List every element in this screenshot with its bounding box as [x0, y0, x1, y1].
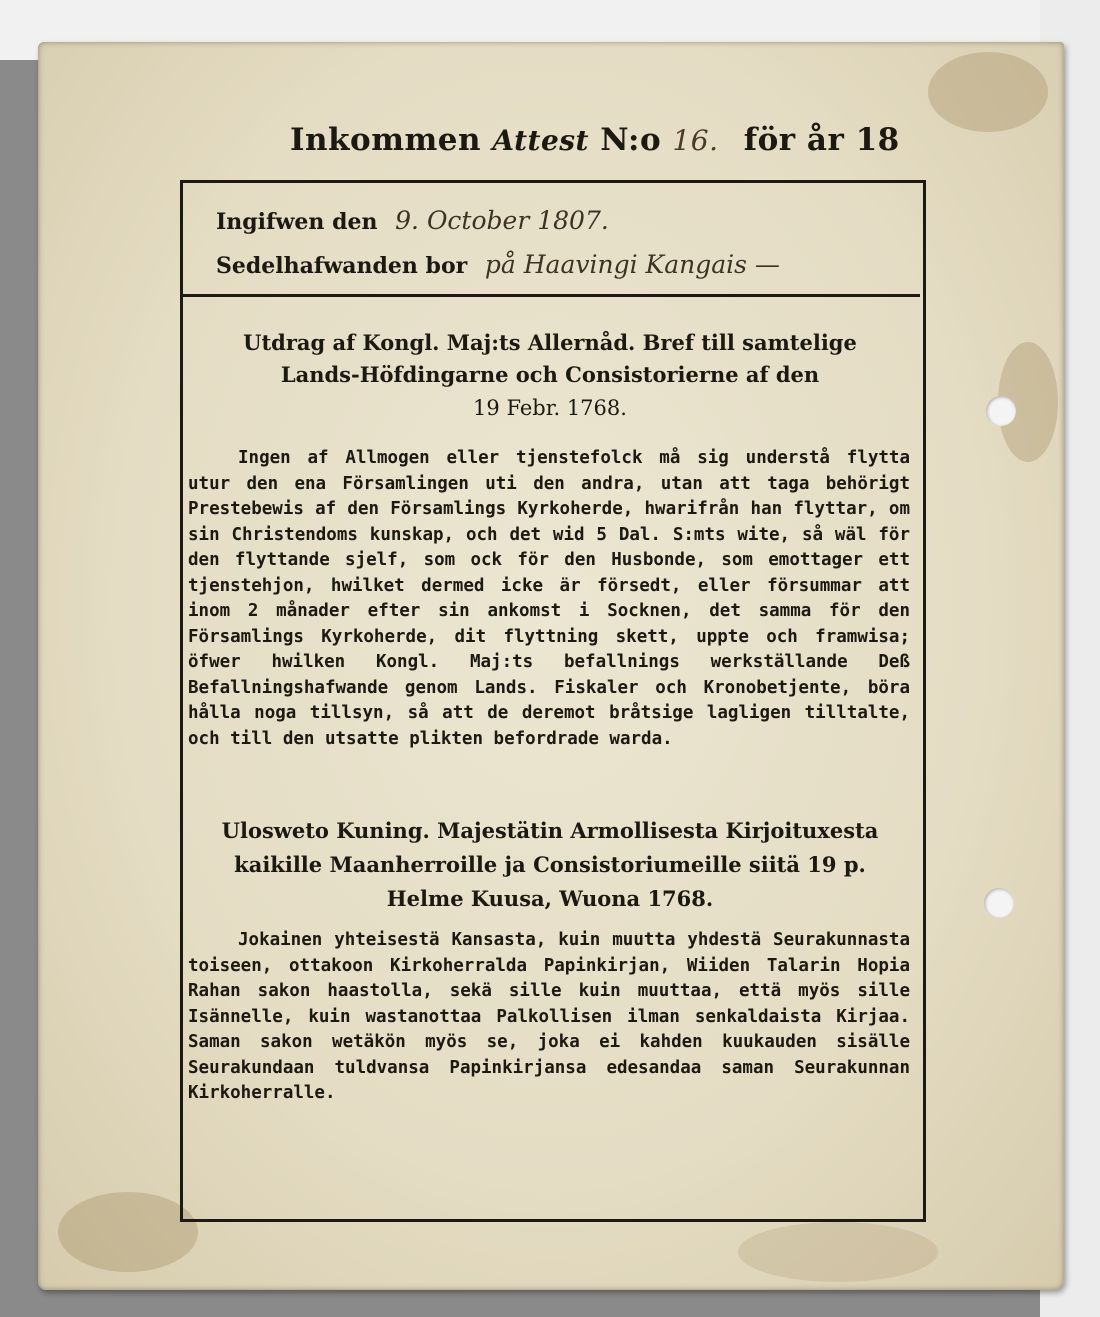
finnish-title-line-2: kaikille Maanherroille ja Consistoriumeille siitä 19 p. — [234, 852, 866, 877]
submitted-label: Ingifwen den — [216, 209, 378, 235]
resident-value: på Haavingi Kangais — — [484, 250, 780, 279]
swedish-title-line-1: Utdrag af Kongl. Maj:ts Allernåd. Bref till samtelige — [243, 330, 857, 355]
submitted-date-row — [216, 206, 609, 235]
header-attest: Attest — [492, 124, 589, 157]
finnish-title-line-1: Ulosweto Kuning. Majestätin Armollisesta Kirjoituxesta — [221, 818, 879, 843]
finnish-title-line-3: Helme Kuusa, Wuona 1768. — [386, 886, 714, 911]
finnish-body: Jokainen yhteisestä Kansasta, kuin muutta yhdestä Seurakunnasta toiseen, ottakoon Kirkoherralda Papinkirjan, Wiiden Talarin Hopia Rahan sakon haastolla, sekä sille kuin muuttaa, että myös sille Isännelle, kuin wastanottaa Palkollisen ilman senkaldaista Kirjaa. Saman sakon wetäkön myös se, joka ei kahden kuukauden sisälle Seurakundaan tuldvansa Papinkirjansa edesandaa saman Seurakunnan Kirkoherralle. — [188, 930, 910, 1103]
resident-row — [216, 250, 780, 279]
header-prefix: Inkommen — [290, 122, 482, 158]
resident-label: Sedelhafwanden bor — [216, 253, 468, 279]
header-number-handwritten: 16. — [672, 124, 719, 157]
punch-hole-bottom — [984, 888, 1014, 918]
form-divider — [180, 294, 920, 297]
punch-hole-top — [986, 396, 1016, 426]
swedish-body: Ingen af Allmogen eller tjenstefolck må sig understå flytta utur den ena Församlingen uti den andra, utan att taga behörigt Prestebewis af den Församlings Kyrkoherde, hwarifrån han flyttar, om sin Christendoms kunskap, och det wid 5 Dal. S:mts wite, så wäl för den flyttande sjelf, som ock för den Husbonde, som emottager ett tjenstehjon, hwilket dermed icke är försedt, eller försummar att inom 2 månader efter sin ankomst i Socknen, det samma för den Församlings Kyrkoherde, dit flyttning skett, uppte och framwisa; öfwer hwilken Kongl. Maj:ts befallnings werkställande Deß Befallningshafwande genom Lands. Fiskaler och Kronobetjente, böra hålla noga tillsyn, så att de deremot bråtsige lagligen tilltalte, och till den utsatte plikten befordrade warda. — [188, 448, 910, 749]
submitted-value: 9. October 1807. — [395, 206, 609, 235]
swedish-title-line-3: 19 Febr. 1768. — [473, 396, 627, 420]
swedish-title-line-2: Lands-Höfdingarne och Consistorierne af den — [280, 362, 820, 387]
header-number-label: N:o — [600, 122, 662, 158]
header-year-label: för år 18 — [743, 122, 900, 158]
form-header — [290, 122, 900, 172]
